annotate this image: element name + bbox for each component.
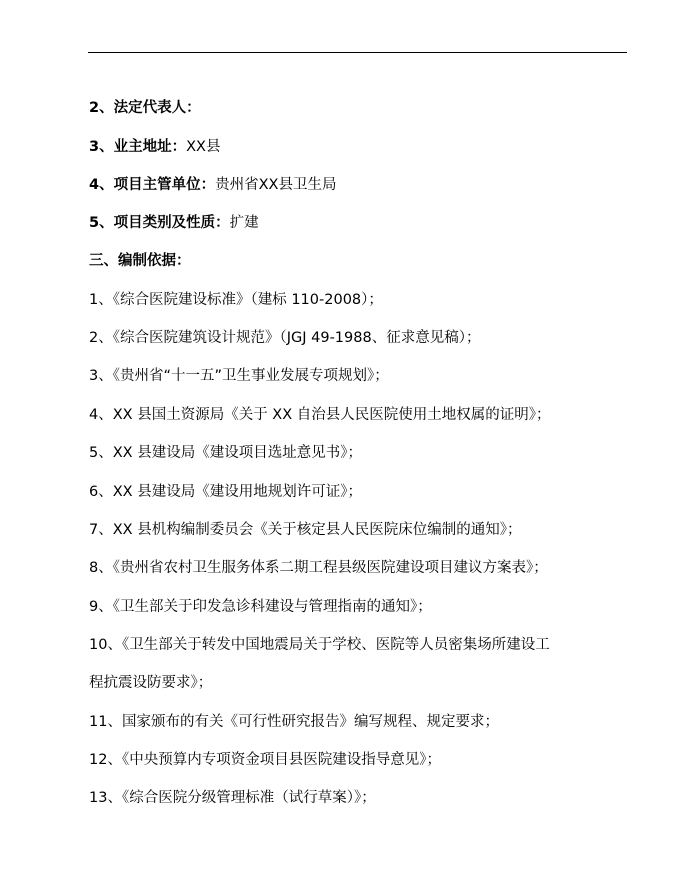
info-project-category — [89, 213, 259, 233]
basis-item: 12、《中央预算内专项资金项目县医院建设指导意见》； — [89, 752, 441, 768]
header-rule — [88, 52, 627, 53]
info-label: 5、项目类别及性质： — [89, 215, 230, 231]
basis-item: 10、《卫生部关于转发中国地震局关于学校、医院等人员密集场所建设工 — [89, 637, 550, 653]
info-value: XX县 — [186, 139, 221, 155]
basis-item: 9、《卫生部关于印发急诊科建设与管理指南的通知》； — [89, 599, 432, 615]
basis-item-continuation: 程抗震设防要求》； — [89, 675, 213, 691]
info-value: 贵州省XX县卫生局 — [215, 177, 337, 193]
basis-item: 4、XX 县国土资源局《关于 XX 自治县人民医院使用土地权属的证明》； — [89, 407, 551, 423]
basis-item: 3、《贵州省“十一五”卫生事业发展专项规划》； — [89, 368, 389, 384]
info-value: 扩建 — [229, 215, 259, 231]
basis-item: 2、《综合医院建筑设计规范》（JGJ 49-1988、征求意见稿）； — [89, 330, 481, 346]
info-label: 4、项目主管单位： — [89, 177, 216, 193]
basis-item: 11、国家颁布的有关《可行性研究报告》编写规程、规定要求； — [89, 714, 499, 730]
info-owner-address — [89, 137, 220, 157]
basis-item: 8、《贵州省农村卫生服务体系二期工程县级医院建设项目建议方案表》； — [89, 560, 548, 576]
basis-item: 6、XX 县建设局《建设用地规划许可证》； — [89, 484, 362, 500]
basis-item: 13、《综合医院分级管理标准（试行草案）》； — [89, 790, 376, 806]
section-heading: 三、编制依据： — [89, 253, 191, 269]
basis-item: 1、《综合医院建设标准》（建标 110-2008）； — [89, 292, 383, 308]
basis-item: 5、XX 县建设局《建设项目选址意见书》； — [89, 445, 362, 461]
info-label: 3、业主地址： — [89, 139, 187, 155]
info-supervising-unit — [89, 175, 336, 195]
info-legal-representative — [89, 98, 201, 118]
basis-item: 7、XX 县机构编制委员会《关于核定县人民医院床位编制的通知》； — [89, 522, 522, 538]
info-label: 2、法定代表人： — [89, 100, 201, 116]
